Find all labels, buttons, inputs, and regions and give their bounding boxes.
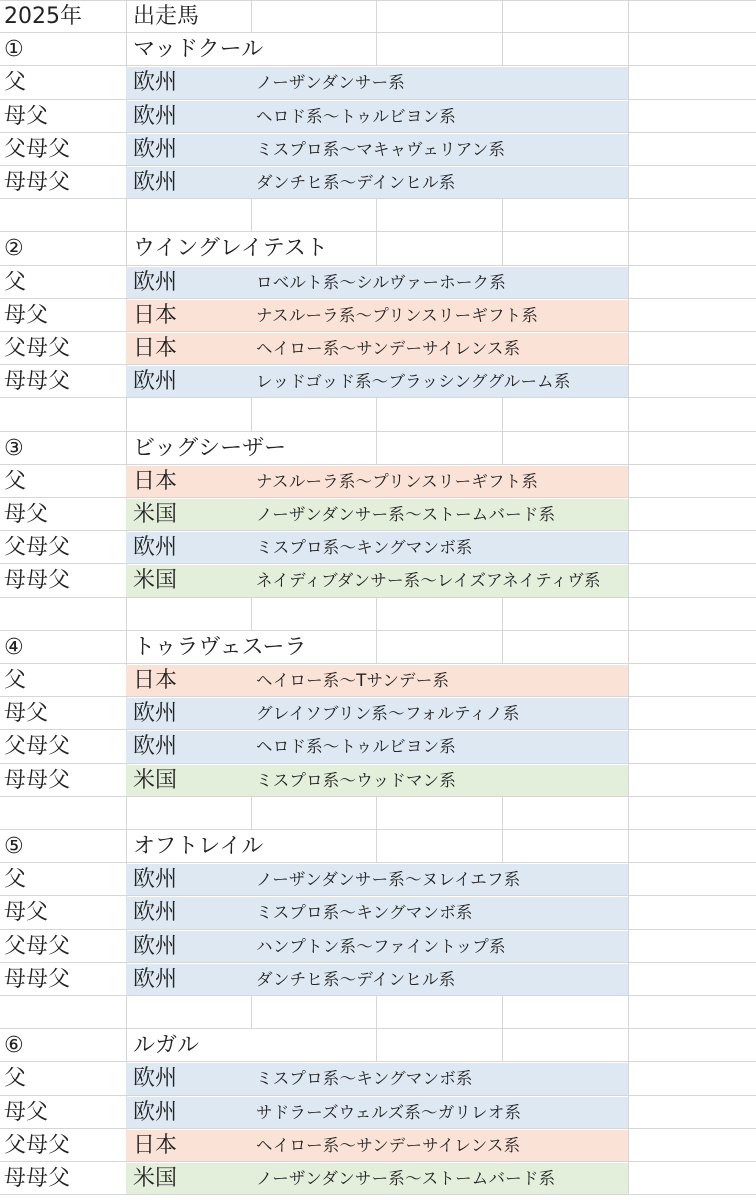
region-label: 欧州 [133,137,178,162]
grid-line [628,531,629,564]
sire-line: サドラーズウェルズ系～ガリレオ系 [256,1103,522,1122]
horse-name: トゥラヴェスーラ [133,635,307,660]
grid-line [126,232,127,266]
grid-line [628,598,629,631]
lineage-row[interactable] [0,730,756,764]
sire-line: ノーザンダンサー系～ヌレイエフ系 [256,870,521,889]
grid-line [376,797,377,830]
sire-line: ヘロド系～トゥルビヨン系 [256,737,456,756]
grid-line [628,365,629,398]
grid-line [502,996,503,1029]
grid-line [628,266,629,299]
grid-line [628,166,629,199]
lineage-row[interactable] [0,1129,756,1162]
pedigree-role: 父母父 [4,535,71,560]
lineage-row[interactable] [0,863,756,896]
grid-line [628,996,629,1029]
sire-line: ネイディブダンサー系～レイズアネイティヴ系 [256,571,601,590]
grid-line [502,232,503,266]
sire-line: ノーザンダンサー系～ストームバード系 [256,505,556,524]
sire-line: ミスプロ系～マキャヴェリアン系 [256,140,506,159]
pedigree-role: 父母父 [4,734,71,759]
horse-name-row[interactable] [0,432,756,465]
sire-line: ダンチヒ系～デインヒル系 [256,970,456,989]
grid-line [376,432,377,465]
pedigree-role: 母父 [4,900,49,925]
pedigree-role: 母父 [4,1100,49,1125]
horse-name: オフトレイル [133,834,264,859]
region-label: 欧州 [133,70,178,95]
grid-line [376,830,377,863]
sire-line: ロベルト系～シルヴァーホーク系 [256,273,506,292]
region-label: 米国 [133,768,178,793]
grid-line [502,631,503,664]
grid-line [628,498,629,531]
blank-row[interactable] [0,598,756,631]
horse-number: ⑥ [4,1033,24,1058]
horse-number: ② [4,236,24,261]
grid-line [628,1029,629,1062]
grid-line [628,764,629,797]
sire-line: ミスプロ系～キングマンボ系 [256,1069,473,1088]
region-label: 欧州 [133,369,178,394]
grid-line [126,199,127,232]
grid-line [628,1162,629,1195]
blank-row[interactable] [0,398,756,432]
blank-row[interactable] [0,996,756,1029]
grid-line [628,896,629,930]
pedigree-role: 母父 [4,303,49,328]
sire-line: ノーザンダンサー系～ストームバード系 [256,1169,556,1188]
grid-line [628,1129,629,1162]
lineage-row[interactable] [0,664,756,697]
region-label: 欧州 [133,934,178,959]
horse-name: マッドクール [133,37,264,62]
year-cell: 2025年 [4,4,82,29]
grid-line [628,432,629,465]
pedigree-role: 父 [4,867,27,892]
horse-name-row[interactable] [0,830,756,863]
pedigree-role: 父 [4,469,27,494]
region-label: 日本 [133,668,178,693]
region-label: 日本 [133,303,178,328]
region-label: 米国 [133,568,178,593]
grid-line [628,66,629,100]
grid-line [126,398,127,432]
grid-line [628,299,629,332]
grid-line [376,398,377,432]
pedigree-role: 母母父 [4,369,71,394]
pedigree-role: 母母父 [4,1166,71,1191]
region-label: 欧州 [133,701,178,726]
grid-line [628,133,629,166]
region-label: 欧州 [133,1100,178,1125]
horse-name: ルガル [133,1033,200,1058]
grid-line [628,199,629,232]
pedigree-role: 父 [4,270,27,295]
lineage-row[interactable] [0,1162,756,1195]
grid-line [251,598,252,631]
pedigree-role: 父 [4,668,27,693]
blank-row[interactable] [0,199,756,232]
grid-line [628,664,629,697]
region-label: 米国 [133,502,178,527]
pedigree-role: 母母父 [4,768,71,793]
pedigree-role: 父母父 [4,137,71,162]
grid-line [376,33,377,66]
title-cell: 出走馬 [133,4,200,29]
sire-line: ノーザンダンサー系 [256,73,405,92]
grid-line [502,598,503,631]
region-label: 欧州 [133,535,178,560]
pedigree-role: 父 [4,70,27,95]
grid-line [628,564,629,598]
pedigree-role: 母母父 [4,967,71,992]
grid-line [251,0,252,33]
grid-line [126,797,127,830]
grid-line [126,1029,127,1062]
region-label: 欧州 [133,734,178,759]
region-label: 米国 [133,1166,178,1191]
grid-line [376,232,377,266]
lineage-row[interactable] [0,697,756,730]
lineage-row[interactable] [0,498,756,531]
blank-row[interactable] [0,797,756,830]
horse-number: ④ [4,635,24,660]
sire-line: ナスルーラ系～プリンスリーギフト系 [256,306,539,325]
grid-line [376,199,377,232]
grid-line [502,797,503,830]
pedigree-role: 母父 [4,502,49,527]
grid-line [502,1029,503,1062]
region-label: 欧州 [133,867,178,892]
pedigree-role: 父母父 [4,1133,71,1158]
lineage-row[interactable] [0,465,756,498]
grid-line [628,232,629,266]
pedigree-role: 父母父 [4,934,71,959]
grid-line [628,100,629,133]
lineage-row[interactable] [0,299,756,332]
grid-line [126,33,127,66]
lineage-row[interactable] [0,332,756,365]
region-label: 日本 [133,469,178,494]
horse-name: ウイングレイテスト [133,236,328,261]
grid-line [376,631,377,664]
sire-line: グレイソブリン系～フォルティノ系 [256,704,520,723]
horse-name: ビッグシーザー [133,436,287,461]
region-label: 欧州 [133,1066,178,1091]
grid-line [628,930,629,963]
grid-line [126,598,127,631]
grid-line [126,830,127,863]
region-label: 欧州 [133,967,178,992]
lineage-row[interactable] [0,166,756,199]
region-label: 欧州 [133,900,178,925]
row-border [0,0,756,1]
horse-number: ① [4,37,24,62]
region-label: 日本 [133,1133,178,1158]
grid-line [628,863,629,896]
grid-line [628,33,629,66]
sire-line: ヘイロー系～Tサンデー系 [256,671,450,690]
grid-line [376,598,377,631]
grid-line [628,730,629,764]
sire-line: ヘイロー系～サンデーサイレンス系 [256,1136,521,1155]
horse-name-row[interactable] [0,631,756,664]
lineage-row[interactable] [0,266,756,299]
pedigree-role: 母父 [4,701,49,726]
grid-line [502,398,503,432]
lineage-row[interactable] [0,531,756,564]
horse-name-row[interactable] [0,232,756,266]
sire-line: ダンチヒ系～デインヒル系 [256,173,456,192]
grid-line [126,996,127,1029]
grid-line [628,963,629,996]
grid-line [628,332,629,365]
grid-line [376,1029,377,1062]
lineage-row[interactable] [0,896,756,930]
sire-line: ナスルーラ系～プリンスリーギフト系 [256,472,539,491]
grid-line [628,398,629,432]
sire-line: ハンプトン系～ファイントップ系 [256,937,506,956]
lineage-row[interactable] [0,100,756,133]
header-row[interactable] [0,0,756,33]
pedigree-role: 父母父 [4,336,71,361]
grid-line [628,797,629,830]
horse-name-row[interactable] [0,1029,756,1062]
sire-line: ミスプロ系～キングマンボ系 [256,538,473,557]
grid-line [628,0,629,33]
grid-line [628,631,629,664]
pedigree-role: 母母父 [4,568,71,593]
horse-number: ③ [4,436,24,461]
grid-line [126,0,127,33]
horse-number: ⑤ [4,834,24,859]
grid-line [628,830,629,863]
sire-line: レッドゴッド系～ブラッシンググルーム系 [256,372,571,391]
grid-line [502,33,503,66]
grid-line [502,0,503,33]
region-label: 欧州 [133,104,178,129]
grid-line [126,631,127,664]
sire-line: ヘイロー系～サンデーサイレンス系 [256,339,521,358]
grid-line [376,996,377,1029]
grid-line [628,697,629,730]
region-label: 欧州 [133,170,178,195]
grid-line [628,1096,629,1129]
grid-line [502,432,503,465]
lineage-row[interactable] [0,1096,756,1129]
lineage-row[interactable] [0,930,756,963]
lineage-row[interactable] [0,764,756,797]
sire-line: ミスプロ系～ウッドマン系 [256,771,457,790]
region-label: 欧州 [133,270,178,295]
grid-line [126,432,127,465]
sire-line: ヘロド系～トゥルビヨン系 [256,107,456,126]
pedigree-role: 父 [4,1066,27,1091]
horse-name-row[interactable] [0,33,756,66]
pedigree-role: 母父 [4,104,49,129]
pedigree-role: 母母父 [4,170,71,195]
grid-line [376,0,377,33]
grid-line [628,1062,629,1096]
lineage-row[interactable] [0,365,756,398]
grid-line [502,830,503,863]
lineage-row[interactable] [0,564,756,598]
lineage-row[interactable] [0,66,756,100]
grid-line [251,797,252,830]
lineage-row[interactable] [0,133,756,166]
grid-line [628,465,629,498]
lineage-row[interactable] [0,963,756,996]
region-label: 日本 [133,336,178,361]
grid-line [502,199,503,232]
grid-line [251,199,252,232]
grid-line [251,398,252,432]
lineage-row[interactable] [0,1062,756,1096]
grid-line [251,996,252,1029]
sire-line: ミスプロ系～キングマンボ系 [256,903,473,922]
